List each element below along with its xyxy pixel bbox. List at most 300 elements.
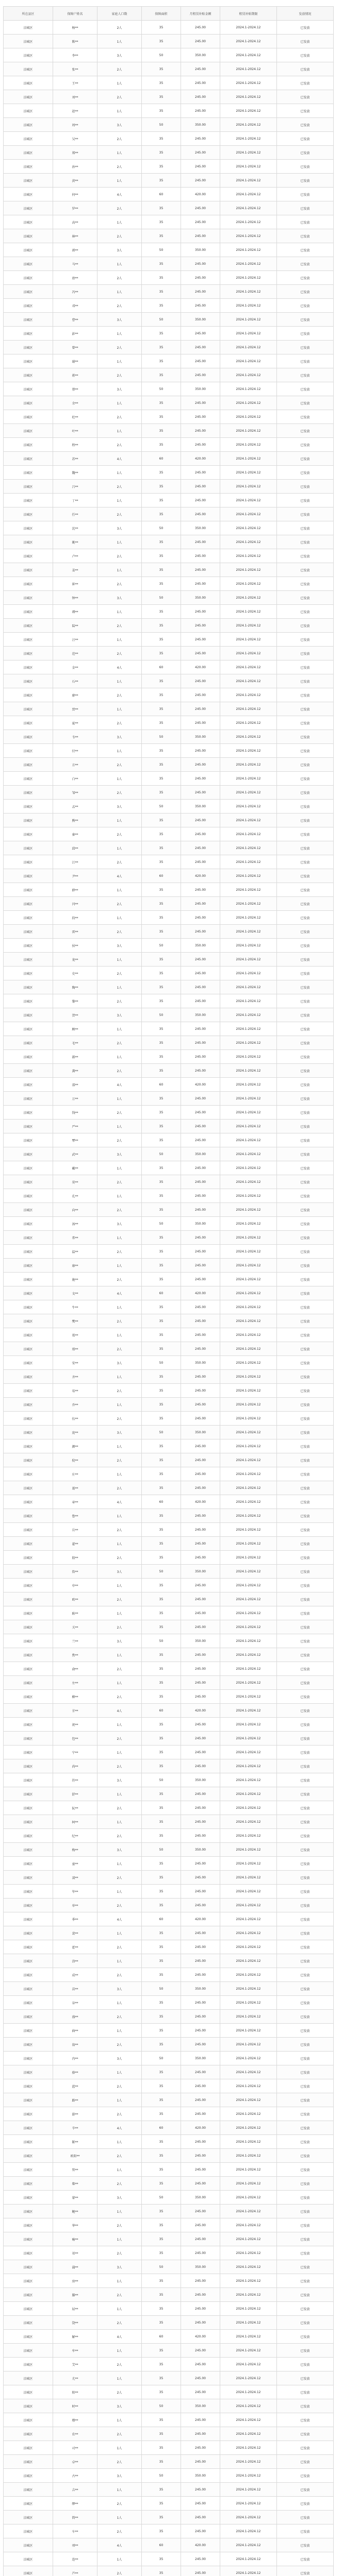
cell-household-size: 3人 (97, 118, 142, 132)
cell-area: 35 (142, 2385, 181, 2399)
cell-county: 涪城区 (4, 1370, 53, 1384)
cell-status: 已发放 (277, 1899, 334, 1912)
cell-subsidy-period: 2024.1-2024.12 (220, 2427, 277, 2441)
cell-area: 35 (142, 1092, 181, 1106)
cell-area: 35 (142, 1648, 181, 1662)
cell-subsidy-period: 2024.1-2024.12 (220, 507, 277, 521)
table-row (4, 772, 334, 786)
cell-monthly-subsidy: 245.00 (181, 1300, 220, 1314)
cell-county: 涪城区 (4, 800, 53, 814)
cell-monthly-subsidy: 245.00 (181, 146, 220, 160)
cell-status: 已发放 (277, 2524, 334, 2538)
cell-status: 已发放 (277, 1773, 334, 1787)
cell-household-size: 1人 (97, 1231, 142, 1245)
cell-subsidy-period: 2024.1-2024.12 (220, 1926, 277, 1940)
cell-name: 周** (53, 118, 97, 132)
cell-county: 涪城区 (4, 243, 53, 257)
table-row (4, 549, 334, 563)
cell-monthly-subsidy: 245.00 (181, 1899, 220, 1912)
cell-status: 已发放 (277, 841, 334, 855)
cell-county: 涪城区 (4, 466, 53, 480)
cell-status: 已发放 (277, 257, 334, 271)
cell-status: 已发放 (277, 243, 334, 257)
cell-area: 35 (142, 2149, 181, 2163)
cell-subsidy-period: 2024.1-2024.12 (220, 1078, 277, 1092)
cell-status: 已发放 (277, 2413, 334, 2427)
cell-area: 35 (142, 1064, 181, 1078)
cell-subsidy-period: 2024.1-2024.12 (220, 1912, 277, 1926)
cell-status: 已发放 (277, 2093, 334, 2107)
cell-status: 已发放 (277, 313, 334, 327)
cell-area: 50 (142, 1843, 181, 1857)
cell-county: 涪城区 (4, 925, 53, 939)
cell-name: 尤** (53, 2371, 97, 2385)
table-row (4, 758, 334, 772)
table-row (4, 2232, 334, 2246)
cell-status: 已发放 (277, 1147, 334, 1161)
cell-area: 35 (142, 2024, 181, 2038)
cell-status: 已发放 (277, 1259, 334, 1273)
cell-area: 35 (142, 1328, 181, 1342)
cell-area: 60 (142, 869, 181, 883)
cell-area: 35 (142, 2455, 181, 2469)
cell-name: 曾** (53, 341, 97, 354)
table-row (4, 1286, 334, 1300)
cell-monthly-subsidy: 245.00 (181, 1412, 220, 1426)
cell-area: 35 (142, 2316, 181, 2330)
cell-subsidy-period: 2024.1-2024.12 (220, 1398, 277, 1412)
cell-household-size: 2人 (97, 2427, 142, 2441)
cell-monthly-subsidy: 245.00 (181, 1245, 220, 1259)
cell-household-size: 2人 (97, 2038, 142, 2052)
cell-name: 童** (53, 1857, 97, 1871)
cell-household-size: 2人 (97, 1871, 142, 1885)
cell-subsidy-period: 2024.1-2024.12 (220, 2121, 277, 2135)
cell-subsidy-period: 2024.1-2024.12 (220, 494, 277, 507)
cell-status: 已发放 (277, 188, 334, 201)
cell-monthly-subsidy: 245.00 (181, 1189, 220, 1203)
cell-subsidy-period: 2024.1-2024.12 (220, 2413, 277, 2427)
cell-subsidy-period: 2024.1-2024.12 (220, 1161, 277, 1175)
cell-county: 涪城区 (4, 1120, 53, 1133)
cell-name: 聂** (53, 1481, 97, 1495)
cell-monthly-subsidy: 245.00 (181, 980, 220, 994)
table-row (4, 2038, 334, 2052)
cell-area: 60 (142, 1286, 181, 1300)
cell-county: 涪城区 (4, 2358, 53, 2371)
cell-status: 已发放 (277, 1245, 334, 1259)
cell-name: 曲** (53, 2024, 97, 2038)
cell-household-size: 3人 (97, 1982, 142, 1996)
table-row (4, 1982, 334, 1996)
cell-area: 35 (142, 174, 181, 188)
cell-status: 已发放 (277, 1036, 334, 1050)
cell-monthly-subsidy: 245.00 (181, 21, 220, 35)
cell-county: 涪城区 (4, 2399, 53, 2413)
cell-status: 已发放 (277, 2135, 334, 2149)
cell-name: 贾** (53, 702, 97, 716)
cell-area: 35 (142, 855, 181, 869)
cell-county: 涪城区 (4, 1050, 53, 1064)
cell-household-size: 2人 (97, 507, 142, 521)
cell-subsidy-period: 2024.1-2024.12 (220, 1773, 277, 1787)
table-row (4, 2010, 334, 2024)
cell-subsidy-period: 2024.1-2024.12 (220, 1286, 277, 1300)
cell-monthly-subsidy: 245.00 (181, 2552, 220, 2566)
cell-subsidy-period: 2024.1-2024.12 (220, 1245, 277, 1259)
table-row (4, 925, 334, 939)
cell-monthly-subsidy: 245.00 (181, 953, 220, 967)
cell-name: 薛** (53, 883, 97, 897)
cell-household-size: 4人 (97, 1078, 142, 1092)
cell-county: 涪城区 (4, 2246, 53, 2260)
cell-area: 50 (142, 2469, 181, 2483)
cell-household-size: 2人 (97, 827, 142, 841)
cell-status: 已发放 (277, 1453, 334, 1467)
cell-area: 50 (142, 313, 181, 327)
cell-county: 涪城区 (4, 1871, 53, 1885)
cell-household-size: 4人 (97, 2538, 142, 2552)
cell-county: 涪城区 (4, 2330, 53, 2344)
cell-name: 汪** (53, 633, 97, 647)
cell-county: 涪城区 (4, 2232, 53, 2246)
cell-subsidy-period: 2024.1-2024.12 (220, 688, 277, 702)
table-row (4, 1300, 334, 1314)
cell-county: 涪城区 (4, 897, 53, 911)
table-row (4, 897, 334, 911)
cell-area: 35 (142, 1398, 181, 1412)
cell-area: 35 (142, 257, 181, 271)
cell-area: 35 (142, 76, 181, 90)
cell-area: 35 (142, 35, 181, 48)
cell-monthly-subsidy: 245.00 (181, 2024, 220, 2038)
cell-county: 涪城区 (4, 1537, 53, 1551)
cell-name: 龚** (53, 1064, 97, 1078)
cell-area: 35 (142, 1801, 181, 1815)
cell-household-size: 2人 (97, 1203, 142, 1217)
cell-name: 庄** (53, 1467, 97, 1481)
cell-monthly-subsidy: 245.00 (181, 2232, 220, 2246)
cell-household-size: 1人 (97, 2093, 142, 2107)
cell-status: 已发放 (277, 2121, 334, 2135)
table-row (4, 2288, 334, 2302)
cell-status: 已发放 (277, 897, 334, 911)
cell-area: 35 (142, 1690, 181, 1704)
table-row (4, 1050, 334, 1064)
cell-status: 已发放 (277, 2218, 334, 2232)
table-row (4, 1759, 334, 1773)
cell-subsidy-period: 2024.1-2024.12 (220, 35, 277, 48)
cell-status: 已发放 (277, 1926, 334, 1940)
cell-status: 已发放 (277, 1161, 334, 1175)
cell-household-size: 1人 (97, 104, 142, 118)
table-row (4, 1217, 334, 1231)
table-row (4, 494, 334, 507)
cell-subsidy-period: 2024.1-2024.12 (220, 146, 277, 160)
cell-monthly-subsidy: 350.00 (181, 2399, 220, 2413)
cell-household-size: 2人 (97, 160, 142, 174)
cell-county: 涪城区 (4, 1328, 53, 1342)
cell-name: 李** (53, 48, 97, 62)
cell-status: 已发放 (277, 855, 334, 869)
cell-name: 车** (53, 2524, 97, 2538)
cell-name: 章** (53, 1495, 97, 1509)
cell-name: 汤** (53, 1217, 97, 1231)
cell-monthly-subsidy: 245.00 (181, 1718, 220, 1732)
cell-name: 石** (53, 674, 97, 688)
cell-county: 涪城区 (4, 2524, 53, 2538)
cell-area: 35 (142, 1300, 181, 1314)
cell-household-size: 2人 (97, 368, 142, 382)
table-row (4, 1523, 334, 1537)
table-row (4, 2330, 334, 2344)
cell-county: 涪城区 (4, 1912, 53, 1926)
table-row (4, 2246, 334, 2260)
cell-monthly-subsidy: 245.00 (181, 1314, 220, 1328)
cell-household-size: 1人 (97, 1050, 142, 1064)
cell-subsidy-period: 2024.1-2024.12 (220, 2191, 277, 2205)
cell-household-size: 1人 (97, 2552, 142, 2566)
table-row (4, 313, 334, 327)
cell-subsidy-period: 2024.1-2024.12 (220, 1203, 277, 1217)
cell-monthly-subsidy: 350.00 (181, 591, 220, 605)
cell-household-size: 2人 (97, 1690, 142, 1704)
cell-status: 已发放 (277, 1120, 334, 1133)
cell-household-size: 2人 (97, 1481, 142, 1495)
cell-name: 邱** (53, 841, 97, 855)
cell-subsidy-period: 2024.1-2024.12 (220, 521, 277, 535)
table-row (4, 1606, 334, 1620)
cell-area: 50 (142, 939, 181, 953)
cell-name: 宁** (53, 1745, 97, 1759)
cell-subsidy-period: 2024.1-2024.12 (220, 466, 277, 480)
cell-status: 已发放 (277, 466, 334, 480)
cell-monthly-subsidy: 245.00 (181, 2358, 220, 2371)
cell-county: 涪城区 (4, 1982, 53, 1996)
table-row (4, 466, 334, 480)
cell-status: 已发放 (277, 2149, 334, 2163)
cell-county: 涪城区 (4, 1745, 53, 1759)
table-row (4, 1592, 334, 1606)
cell-name: 伍** (53, 1412, 97, 1426)
cell-monthly-subsidy: 245.00 (181, 883, 220, 897)
table-row (4, 1704, 334, 1718)
cell-monthly-subsidy: 245.00 (181, 2413, 220, 2427)
cell-household-size: 1人 (97, 1815, 142, 1829)
table-row (4, 660, 334, 674)
cell-monthly-subsidy: 245.00 (181, 1384, 220, 1398)
cell-subsidy-period: 2024.1-2024.12 (220, 313, 277, 327)
cell-area: 35 (142, 758, 181, 772)
table-row (4, 1467, 334, 1481)
cell-household-size: 1人 (97, 953, 142, 967)
cell-name: 裴** (53, 1926, 97, 1940)
cell-name: 蒲** (53, 2260, 97, 2274)
cell-monthly-subsidy: 350.00 (181, 2052, 220, 2065)
cell-subsidy-period: 2024.1-2024.12 (220, 1217, 277, 1231)
cell-household-size: 3人 (97, 2052, 142, 2065)
cell-area: 35 (142, 1384, 181, 1398)
cell-monthly-subsidy: 350.00 (181, 1843, 220, 1857)
cell-name: 项** (53, 2538, 97, 2552)
cell-area: 50 (142, 521, 181, 535)
cell-county: 涪城区 (4, 1286, 53, 1300)
cell-status: 已发放 (277, 1078, 334, 1092)
cell-monthly-subsidy: 245.00 (181, 1606, 220, 1620)
cell-status: 已发放 (277, 1732, 334, 1745)
cell-name: 程** (53, 438, 97, 452)
cell-household-size: 2人 (97, 786, 142, 800)
cell-county: 涪城区 (4, 1732, 53, 1745)
cell-household-size: 1人 (97, 1787, 142, 1801)
cell-household-size: 1人 (97, 2302, 142, 2316)
table-row (4, 605, 334, 619)
cell-monthly-subsidy: 245.00 (181, 744, 220, 758)
cell-household-size: 2人 (97, 438, 142, 452)
cell-status: 已发放 (277, 382, 334, 396)
cell-monthly-subsidy: 245.00 (181, 2163, 220, 2177)
cell-county: 涪城区 (4, 90, 53, 104)
table-row (4, 869, 334, 883)
cell-area: 35 (142, 897, 181, 911)
cell-area: 35 (142, 2358, 181, 2371)
table-row (4, 299, 334, 313)
cell-name: 魏** (53, 466, 97, 480)
cell-name: 马** (53, 257, 97, 271)
cell-monthly-subsidy: 245.00 (181, 2274, 220, 2288)
cell-monthly-subsidy: 245.00 (181, 688, 220, 702)
cell-name: 顾** (53, 1022, 97, 1036)
table-row (4, 480, 334, 494)
table-row (4, 1481, 334, 1495)
cell-household-size: 2人 (97, 855, 142, 869)
cell-subsidy-period: 2024.1-2024.12 (220, 841, 277, 855)
table-row (4, 2274, 334, 2288)
cell-household-size: 2人 (97, 2177, 142, 2191)
cell-area: 35 (142, 2163, 181, 2177)
table-row (4, 1871, 334, 1885)
cell-area: 35 (142, 62, 181, 76)
cell-county: 涪城区 (4, 1773, 53, 1787)
table-row (4, 1203, 334, 1217)
cell-county: 涪城区 (4, 2038, 53, 2052)
cell-status: 已发放 (277, 1175, 334, 1189)
cell-subsidy-period: 2024.1-2024.12 (220, 1495, 277, 1509)
cell-area: 35 (142, 2524, 181, 2538)
cell-area: 35 (142, 2107, 181, 2121)
cell-household-size: 2人 (97, 1064, 142, 1078)
cell-household-size: 1人 (97, 1300, 142, 1314)
cell-subsidy-period: 2024.1-2024.12 (220, 911, 277, 925)
cell-county: 涪城区 (4, 21, 53, 35)
table-row (4, 327, 334, 341)
cell-status: 已发放 (277, 35, 334, 48)
table-row (4, 1773, 334, 1787)
cell-area: 60 (142, 1912, 181, 1926)
cell-area: 60 (142, 2121, 181, 2135)
cell-area: 35 (142, 647, 181, 660)
cell-status: 已发放 (277, 2260, 334, 2274)
cell-subsidy-period: 2024.1-2024.12 (220, 1690, 277, 1704)
cell-monthly-subsidy: 245.00 (181, 368, 220, 382)
cell-name: 熊** (53, 814, 97, 827)
cell-household-size: 1人 (97, 1996, 142, 2010)
cell-household-size: 1人 (97, 883, 142, 897)
cell-subsidy-period: 2024.1-2024.12 (220, 174, 277, 188)
cell-name: 骆** (53, 2065, 97, 2079)
cell-subsidy-period: 2024.1-2024.12 (220, 660, 277, 674)
table-row (4, 1620, 334, 1634)
cell-area: 35 (142, 577, 181, 591)
cell-name: 余** (53, 396, 97, 410)
cell-monthly-subsidy: 245.00 (181, 702, 220, 716)
cell-county: 涪城区 (4, 1718, 53, 1732)
cell-name: 季** (53, 1912, 97, 1926)
cell-name: 侯** (53, 939, 97, 953)
cell-county: 涪城区 (4, 1467, 53, 1481)
cell-status: 已发放 (277, 2399, 334, 2413)
cell-status: 已发放 (277, 994, 334, 1008)
cell-area: 35 (142, 1050, 181, 1064)
cell-subsidy-period: 2024.1-2024.12 (220, 744, 277, 758)
table-row (4, 1829, 334, 1843)
cell-status: 已发放 (277, 2344, 334, 2358)
cell-household-size: 1人 (97, 2065, 142, 2079)
cell-county: 涪城区 (4, 1273, 53, 1286)
cell-monthly-subsidy: 420.00 (181, 1912, 220, 1926)
cell-household-size: 4人 (97, 2330, 142, 2344)
cell-monthly-subsidy: 245.00 (181, 2218, 220, 2232)
cell-area: 35 (142, 2566, 181, 2576)
cell-name: 付** (53, 744, 97, 758)
cell-name: 翁** (53, 2038, 97, 2052)
cell-county: 涪城区 (4, 1885, 53, 1899)
cell-subsidy-period: 2024.1-2024.12 (220, 730, 277, 744)
cell-county: 涪城区 (4, 1133, 53, 1147)
cell-area: 50 (142, 1565, 181, 1579)
cell-household-size: 2人 (97, 132, 142, 146)
cell-area: 50 (142, 1356, 181, 1370)
table-row (4, 1968, 334, 1982)
cell-monthly-subsidy: 245.00 (181, 1106, 220, 1120)
cell-area: 35 (142, 535, 181, 549)
cell-subsidy-period: 2024.1-2024.12 (220, 2566, 277, 2576)
cell-name: 祁** (53, 2246, 97, 2260)
cell-household-size: 1人 (97, 1648, 142, 1662)
table-row (4, 827, 334, 841)
cell-subsidy-period: 2024.1-2024.12 (220, 800, 277, 814)
cell-subsidy-period: 2024.1-2024.12 (220, 1676, 277, 1690)
cell-area: 60 (142, 188, 181, 201)
cell-area: 35 (142, 2038, 181, 2052)
cell-status: 已发放 (277, 2232, 334, 2246)
cell-subsidy-period: 2024.1-2024.12 (220, 1064, 277, 1078)
cell-county: 涪城区 (4, 1648, 53, 1662)
table-row (4, 1022, 334, 1036)
cell-name: 孔** (53, 1189, 97, 1203)
cell-subsidy-period: 2024.1-2024.12 (220, 1662, 277, 1676)
cell-area: 35 (142, 1968, 181, 1982)
table-row (4, 160, 334, 174)
cell-monthly-subsidy: 245.00 (181, 438, 220, 452)
table-row (4, 2135, 334, 2149)
table-row (4, 2358, 334, 2371)
cell-monthly-subsidy: 245.00 (181, 911, 220, 925)
cell-monthly-subsidy: 245.00 (181, 2455, 220, 2469)
table-row (4, 1064, 334, 1078)
cell-name: 申** (53, 1579, 97, 1592)
cell-status: 已发放 (277, 814, 334, 827)
